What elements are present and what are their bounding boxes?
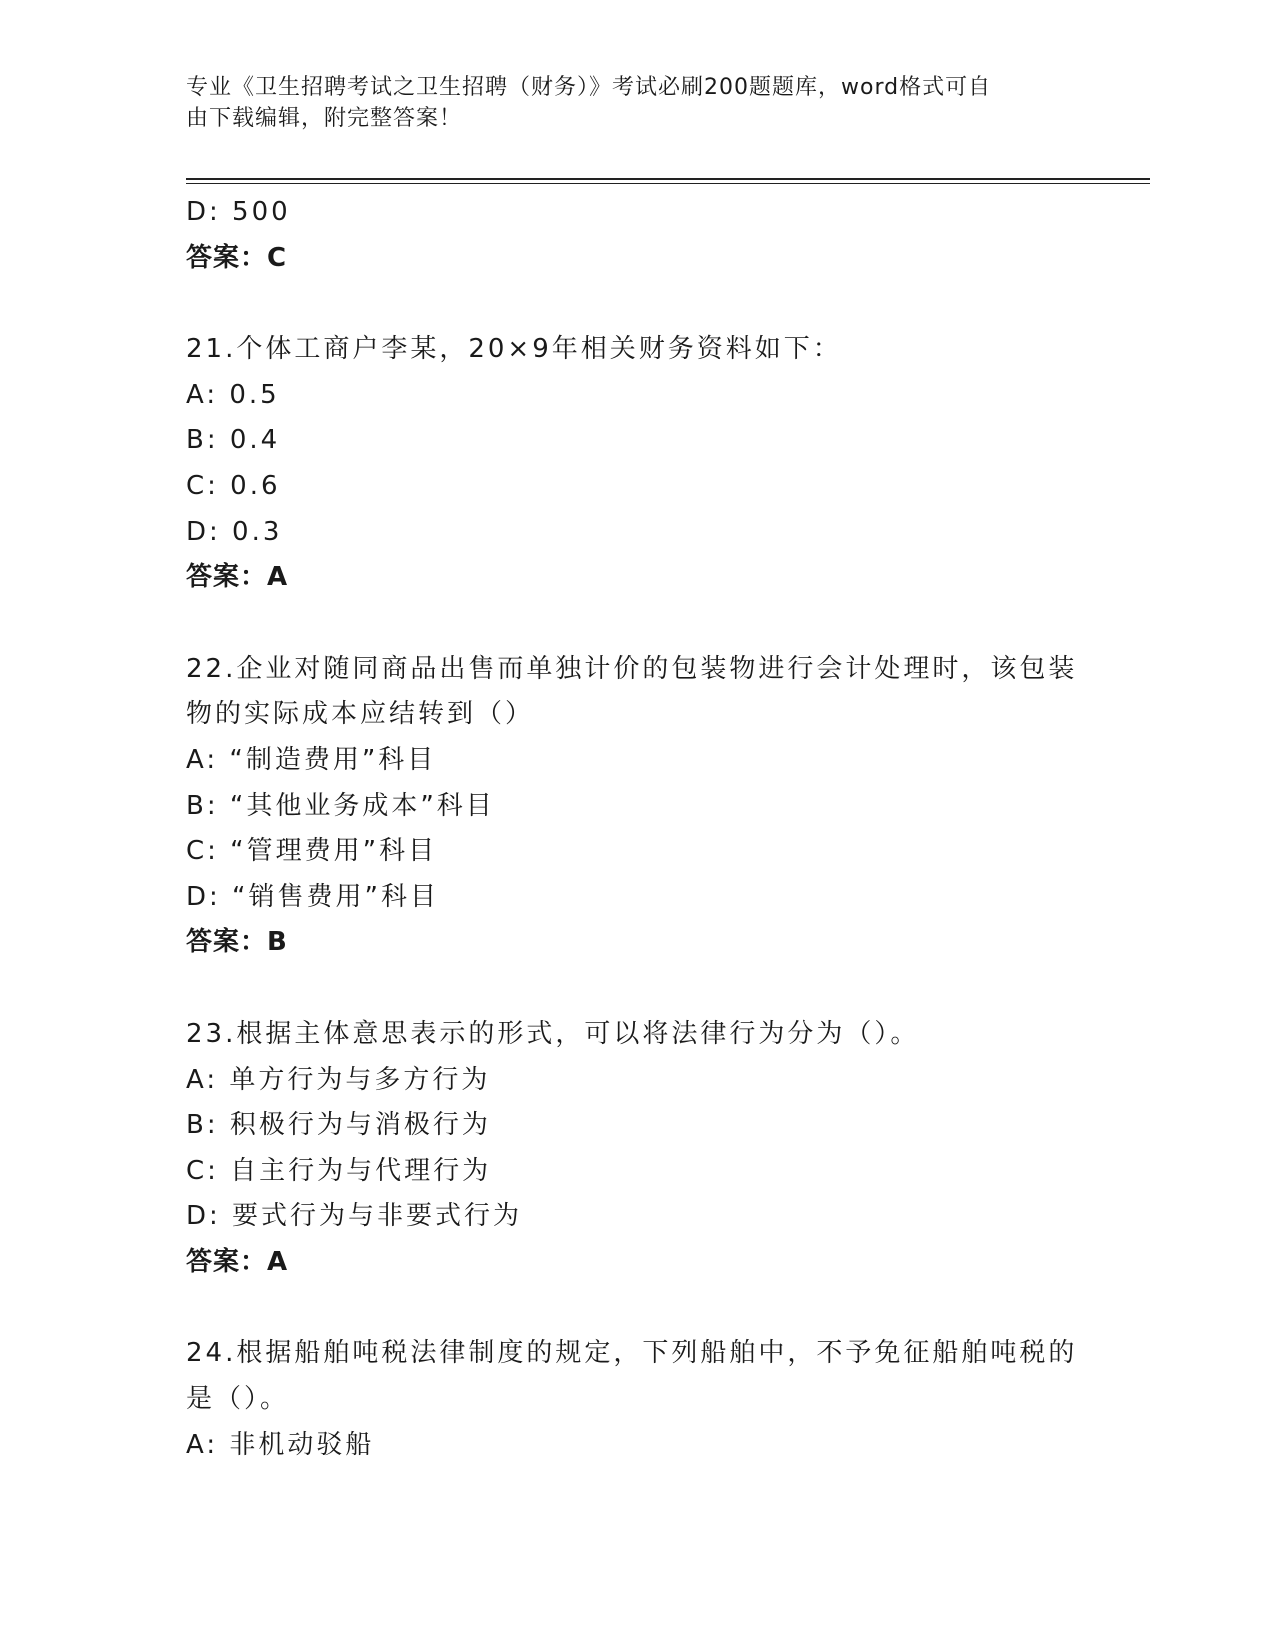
question-text: 21.个体工商户李某，20×9年相关财务资料如下：	[186, 334, 842, 365]
answer: 答案：C	[186, 242, 288, 273]
option-d: D: 500	[186, 197, 291, 227]
option-a: A: 单方行为与多方行为	[186, 1064, 491, 1095]
question-22	[186, 647, 1086, 966]
question-text: 23.根据主体意思表示的形式，可以将法律行为分为（）。	[186, 1018, 920, 1049]
option-d: D: 0.3	[186, 516, 283, 547]
option-c: C: “管理费用”科目	[186, 836, 438, 867]
question-21	[186, 327, 1086, 601]
header-line-2: 由下载编辑，附完整答案！	[186, 106, 463, 131]
answer: 答案：A	[186, 562, 289, 593]
option-c: C: 0.6	[186, 470, 281, 501]
option-b: B: 0.4	[186, 425, 281, 456]
option-a: A: 非机动驳船	[186, 1429, 375, 1460]
question-text-line-1: 24.根据船舶吨税法律制度的规定，下列船舶中，不予免征船舶吨税的	[186, 1338, 1078, 1369]
document-header	[186, 72, 1086, 134]
question-23	[186, 1012, 1086, 1286]
answer: 答案：A	[186, 1246, 289, 1277]
question-text-line-1: 22.企业对随同商品出售而单独计价的包装物进行会计处理时，该包装	[186, 653, 1078, 684]
question-text-line-2: 物的实际成本应结转到（）	[186, 699, 535, 730]
option-d: D: “销售费用”科目	[186, 881, 439, 912]
header-line-1: 专业《卫生招聘考试之卫生招聘（财务）》考试必刷200题题库，word格式可自	[186, 75, 992, 100]
question-text-line-2: 是（）。	[186, 1384, 290, 1415]
option-c: C: 自主行为与代理行为	[186, 1155, 492, 1186]
option-b: B: “其他业务成本”科目	[186, 790, 495, 821]
header-divider-thick	[186, 178, 1150, 180]
header-divider-thin	[186, 183, 1150, 184]
answer: 答案：B	[186, 927, 288, 958]
option-b: B: 积极行为与消极行为	[186, 1110, 491, 1141]
question-24	[186, 1331, 1086, 1468]
option-a: A: “制造费用”科目	[186, 744, 437, 775]
option-d: D: 要式行为与非要式行为	[186, 1201, 523, 1232]
document-body	[186, 190, 1086, 1468]
option-a: A: 0.5	[186, 379, 280, 410]
